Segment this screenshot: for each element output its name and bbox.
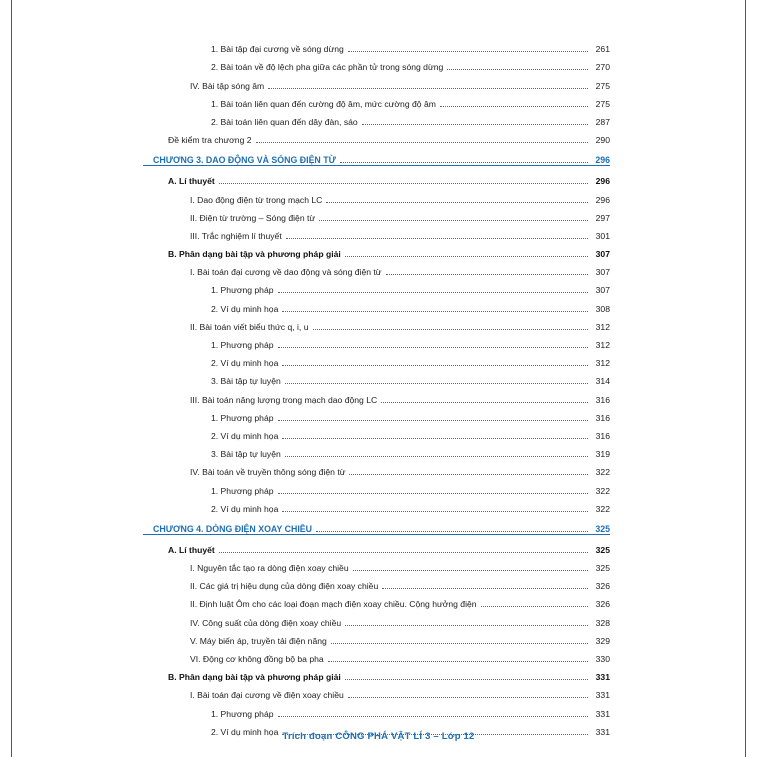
toc-entry-label: II. Điện từ trường – Sóng điện từ: [190, 212, 316, 223]
toc-page-number: 331: [595, 672, 610, 683]
toc-entry-label: III. Trắc nghiệm lí thuyết: [190, 230, 282, 241]
toc-page-number: 316: [595, 430, 610, 441]
dot-leader: [219, 551, 588, 553]
toc-page-number: 331: [595, 708, 610, 719]
dot-leader: [353, 569, 588, 571]
toc-page-number: 325: [595, 544, 610, 555]
toc-entry[interactable]: [143, 664, 610, 682]
toc-entry-label: A. Lí thuyết: [168, 176, 215, 187]
dot-leader: [382, 587, 588, 589]
toc-entry-label: 1. Bài toán liên quan đến cường độ âm, mức cường độ âm: [211, 98, 436, 109]
toc-entry-label: IV. Bài tập sóng âm: [190, 80, 265, 91]
toc-chapter-heading[interactable]: [143, 514, 610, 535]
toc-page-number: 308: [595, 303, 610, 314]
toc-entry-label: B. Phân dạng bài tập và phương pháp giải: [168, 672, 341, 683]
dot-leader: [362, 123, 588, 125]
toc-entry-label: 2. Ví dụ minh họa: [211, 358, 279, 369]
toc-entry[interactable]: [143, 259, 610, 277]
toc-entry-label: II. Các giá trị hiệu dụng của dòng điện xoay chiều: [190, 581, 379, 592]
toc-entry-label: I. Dao động điện từ trong mạch LC: [190, 194, 323, 205]
toc-entry[interactable]: [143, 205, 610, 223]
toc-entry[interactable]: [143, 91, 610, 109]
dot-leader: [345, 678, 588, 680]
toc-entry-label: A. Lí thuyết: [168, 544, 215, 555]
toc-entry-label: B. Phân dạng bài tập và phương pháp giải: [168, 249, 341, 260]
toc-page-number: 322: [595, 485, 610, 496]
toc-entry[interactable]: [143, 537, 610, 555]
toc-entry-label: Đề kiểm tra chương 2: [168, 135, 252, 146]
dot-leader: [331, 642, 588, 644]
toc-entry[interactable]: [143, 441, 610, 459]
dot-leader: [219, 182, 588, 184]
toc-entry-label: III. Bài toán năng lượng trong mạch dao động LC: [190, 394, 378, 405]
dot-leader: [328, 660, 588, 662]
dot-leader: [286, 237, 588, 239]
toc-entry[interactable]: [143, 646, 610, 664]
toc-entry[interactable]: [143, 423, 610, 441]
toc-page-number: 275: [595, 98, 610, 109]
dot-leader: [381, 401, 588, 403]
dot-leader: [278, 715, 588, 717]
toc-entry-label: 2. Ví dụ minh họa: [211, 726, 279, 737]
dot-leader: [316, 530, 588, 532]
toc-page-number: 322: [595, 467, 610, 478]
toc-page-number: 329: [595, 635, 610, 646]
toc-entry-label: 2. Ví dụ minh họa: [211, 503, 279, 514]
dot-leader: [256, 141, 588, 143]
toc-entry-label: IV. Công suất của dòng điện xoay chiều: [190, 617, 342, 628]
toc-page-number: 326: [595, 599, 610, 610]
toc-entry-label: V. Máy biến áp, truyền tải điện năng: [190, 635, 327, 646]
toc-page-number: 307: [595, 267, 610, 278]
toc-entry[interactable]: [143, 477, 610, 495]
toc-entry-label: IV. Bài toán về truyền thông sóng điện từ: [190, 467, 346, 478]
toc-page-number: 319: [595, 449, 610, 460]
toc-page-number: 312: [595, 340, 610, 350]
toc-entry-label: I. Bài toán đại cương về điện xoay chiều: [190, 690, 344, 701]
toc-entry[interactable]: [143, 459, 610, 477]
dot-leader: [440, 105, 588, 107]
toc-page-number: 331: [595, 726, 610, 737]
dot-leader: [348, 50, 588, 52]
toc-entry-label: 2. Ví dụ minh họa: [211, 430, 279, 441]
toc-entry-label: I. Nguyên tắc tạo ra dòng điện xoay chiều: [190, 563, 349, 574]
toc-entry[interactable]: [143, 368, 610, 386]
toc-page-number: 297: [595, 212, 610, 223]
toc-chapter-heading[interactable]: [143, 145, 610, 166]
toc-page-number: 275: [595, 80, 610, 91]
toc-entry-label: VI. Động cơ không đồng bộ ba pha: [190, 654, 324, 664]
page-footer: Trích đoạn CÔNG PHÁ VẬT LÍ 3 – Lớp 12: [282, 731, 475, 742]
dot-leader: [282, 364, 588, 366]
toc-page-number: 296: [595, 176, 610, 187]
toc-entry-label: CHƯƠNG 4. DÒNG ĐIỆN XOAY CHIỀU: [153, 523, 313, 534]
toc-entry-label: 2. Ví dụ minh họa: [211, 303, 279, 314]
toc-page-number: 312: [595, 358, 610, 369]
dot-leader: [349, 473, 588, 475]
toc-page-number: 325: [595, 563, 610, 574]
toc-page-number: 261: [595, 44, 610, 55]
toc-page-number: 325: [595, 523, 610, 534]
dot-leader: [278, 291, 588, 293]
dot-leader: [481, 605, 588, 607]
dot-leader: [313, 328, 589, 330]
toc-page-number: 296: [595, 194, 610, 205]
toc-entry[interactable]: [143, 628, 610, 646]
dot-leader: [447, 68, 588, 70]
toc-entry[interactable]: [143, 186, 610, 204]
toc-entry-label: 3. Bài tập tự luyện: [211, 376, 281, 387]
dot-leader: [285, 455, 588, 457]
dot-leader: [282, 310, 588, 312]
dot-leader: [278, 346, 588, 348]
dot-leader: [340, 161, 588, 163]
toc-entry[interactable]: [143, 405, 610, 423]
toc-entry[interactable]: [143, 386, 610, 404]
toc-entry-label: 1. Phương pháp: [211, 708, 274, 719]
toc-entry[interactable]: [143, 72, 610, 90]
toc-entry-label: 3. Bài tập tự luyện: [211, 449, 281, 460]
toc-page-number: 326: [595, 581, 610, 592]
toc-page-number: 301: [595, 230, 610, 241]
toc-entry-label: II. Định luật Ôm cho các loại đoạn mạch điện xoay chiều. Cộng hưởng điện: [190, 599, 477, 610]
dot-leader: [278, 492, 588, 494]
dot-leader: [282, 437, 588, 439]
toc-page-number: 307: [595, 285, 610, 296]
toc-entry-label: 1. Phương pháp: [211, 285, 274, 296]
dot-leader: [268, 87, 588, 89]
toc-entry[interactable]: [143, 168, 610, 186]
dot-leader: [285, 382, 588, 384]
toc-entry-label: I. Bài toán đại cương về dao động và sóng điện từ: [190, 267, 382, 278]
toc-entry[interactable]: [143, 682, 610, 700]
toc-entry[interactable]: [143, 314, 610, 332]
toc-page-number: 330: [595, 654, 610, 664]
dot-leader: [345, 624, 588, 626]
toc-page-number: 307: [595, 249, 610, 260]
toc-page-number: 328: [595, 617, 610, 628]
toc-entry[interactable]: [143, 591, 610, 609]
dot-leader: [326, 201, 588, 203]
toc-page-number: 290: [595, 135, 610, 146]
toc-entry[interactable]: [143, 700, 610, 718]
toc-entry-label: 1. Bài tập đại cương về sóng dừng: [211, 44, 344, 55]
toc-entry[interactable]: [143, 109, 610, 127]
toc-page-number: 270: [595, 62, 610, 73]
toc-entry[interactable]: [143, 496, 610, 514]
toc-entry[interactable]: [143, 350, 610, 368]
toc-entry[interactable]: [143, 295, 610, 313]
toc-entry-label: CHƯƠNG 3. DAO ĐỘNG VÀ SÓNG ĐIỆN TỪ: [153, 155, 336, 166]
toc-entry[interactable]: [143, 223, 610, 241]
table-of-contents: [143, 36, 610, 737]
toc-page-number: 312: [595, 321, 610, 332]
toc-page-number: 322: [595, 503, 610, 514]
toc-entry-label: 1. Phương pháp: [211, 485, 274, 496]
toc-entry-label: 1. Phương pháp: [211, 340, 274, 350]
dot-leader: [282, 510, 588, 512]
toc-entry[interactable]: [143, 36, 610, 54]
toc-entry[interactable]: [143, 555, 610, 573]
toc-entry[interactable]: [143, 573, 610, 591]
toc-entry-label: 2. Bài toán về độ lệch pha giữa các phần tử trong sóng dừng: [211, 62, 444, 73]
toc-entry[interactable]: [143, 54, 610, 72]
toc-entry-label: II. Bài toán viết biểu thức q, i, u: [190, 321, 309, 332]
dot-leader: [319, 219, 588, 221]
toc-page-number: 314: [595, 376, 610, 387]
toc-entry[interactable]: [143, 277, 610, 295]
toc-entry[interactable]: [143, 609, 610, 627]
toc-entry[interactable]: [143, 241, 610, 259]
dot-leader: [278, 419, 588, 421]
toc-entry[interactable]: [143, 127, 610, 145]
dot-leader: [345, 255, 588, 257]
toc-page-number: 316: [595, 412, 610, 423]
toc-page-number: 331: [595, 690, 610, 701]
toc-entry[interactable]: [143, 332, 610, 350]
toc-page-number: 316: [595, 394, 610, 405]
dot-leader: [348, 696, 588, 698]
toc-page-number: 287: [595, 116, 610, 127]
toc-entry-label: 2. Bài toán liên quan đến dây đàn, sáo: [211, 116, 358, 127]
toc-page-number: 296: [595, 155, 610, 166]
toc-entry-label: 1. Phương pháp: [211, 412, 274, 423]
dot-leader: [386, 273, 588, 275]
